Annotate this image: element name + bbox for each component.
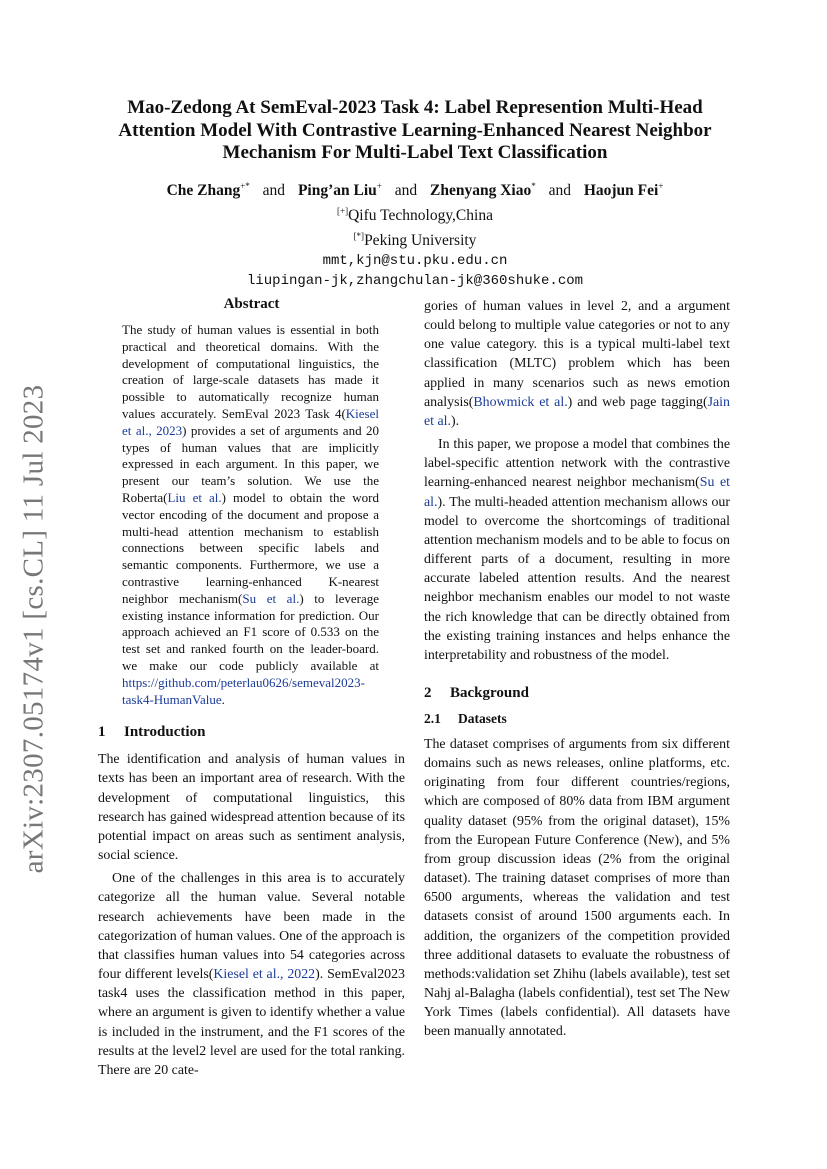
abstract-heading: Abstract: [223, 296, 280, 312]
section-heading-background: [424, 685, 730, 702]
abstract-span: The study of human values is essential in both practical and theoretical domains. With the development of computational linguistics, the creation of large-scale datasets has made it possible to automatically recognize human values accurately. SemEval 2023 Task 4(: [122, 322, 379, 421]
affiliation: [98, 226, 732, 251]
author-name: Haojun Fei: [583, 182, 659, 200]
section-number: 1: [98, 724, 106, 741]
paper-title: Mao-Zedong At SemEval-2023 Task 4: Label Represention Multi-Head Attention Model With Contrastive Learning-Enhanced Nearest Neighbor Mechanism For Multi-Label Text Classification: [118, 97, 712, 163]
author-email: mmt,kjn@stu.pku.edu.cn: [322, 253, 508, 270]
citation-link[interactable]: Liu et al.: [167, 489, 222, 505]
author-name: Ping’an Liu: [297, 182, 377, 200]
author-mark: +: [658, 181, 664, 191]
body-paragraph: [98, 869, 405, 1080]
citation-link[interactable]: Jain et al.: [424, 394, 730, 429]
arxiv-sidebar: [14, 377, 54, 881]
subsection-heading-datasets: [424, 711, 730, 727]
affiliation-name: Peking University: [364, 232, 477, 250]
text-span: ). The multi-headed attention mechanism allows our model to overcome the shortcomings of traditional attention mechanism models and to be able to focus on different parts of a document, resulting in more accurate labeled attention results. And the nearest neighbor mechanism enables our model to not waste the rich knowledge that can be directly obtained from the existing training instances and helps enhance the interpretability and robustness of the model.: [424, 494, 730, 663]
text-span: gories of human values in level 2, and a argument could belong to multiple value categories or not to any one value category. this is a typical multi-label text classification (MLTC) problem which has been applied in many scenarios such as news emotion analysis(: [424, 299, 730, 410]
citation-link[interactable]: Su et al.: [424, 475, 731, 510]
section-title: Introduction: [124, 724, 206, 741]
section-number: 2: [424, 684, 432, 701]
citation-link[interactable]: Bhowmick et al.: [473, 394, 568, 410]
left-column: [98, 296, 405, 1080]
affiliation-mark: [*]: [353, 231, 365, 242]
citation-link[interactable]: Su et al.: [242, 590, 300, 606]
text-span: ). SemEval2023 task4 uses the classification method in this paper, where an argument is given to identify whether a value is included in the instrument, and the F1 scores of the results at the level2 level are used for the total ranking. There are 20 cate-: [98, 967, 405, 1078]
abstract-span: ) model to obtain the word vector encoding of the document and propose a multi-head attention mechanism to establish connections between specific labels and semantic components. Furthermore, we use a contrastive learning-enhanced K-nearest neighbor mechanism(: [122, 489, 379, 606]
author-separator: and: [548, 182, 571, 200]
abstract-span: ) provides a set of arguments and 20 types of human values that are implicitly expressed in each argument. In this paper, we present our team’s solution. We use the Roberta(: [122, 422, 380, 505]
citation-link[interactable]: Kiesel et al., 2022: [213, 967, 316, 983]
subsection-title: Datasets: [458, 710, 507, 726]
affiliation-name: Qifu Technology,China: [348, 207, 493, 225]
text-span: ).: [451, 413, 460, 429]
author-mark: +: [376, 181, 382, 191]
author-names: [98, 176, 732, 201]
author-mark: +*: [240, 181, 250, 191]
section-title: Background: [450, 684, 529, 701]
body-paragraph: The dataset comprises of arguments from six different domains such as news releases, online platforms, etc. originating from four different countries/regions, which are composed of 80% data from IBM argument quality dataset (95% from the original dataset), 15% from the European Future Conference (New), and 5% from group discussion ideas (2% from the original dataset). The training dataset comprises of more than 6500 arguments, whereas the validation and test datasets consist of around 1500 arguments each. In addition, the organizers of the competition provided three additional datasets to evaluate the robustness of methods:validation set Zhihu (labels available), test set Nahj al-Balagha (labels confidential), test set The New York Times (labels confidential). All datasets have been manually annotated.: [424, 736, 730, 1040]
section-heading-introduction: [98, 724, 405, 741]
text-span: One of the challenges in this area is to accurately categorize all the human value. Several notable research achievements have been made in the categorization of human values. One of the approach is that classifies human values into 54 categories across four different levels(: [98, 871, 405, 983]
subsection-number: 2.1: [424, 710, 441, 726]
arxiv-identifier: arXiv:2307.05174v1 [cs.CL] 11 Jul 2023: [17, 384, 50, 874]
author-separator: and: [394, 182, 418, 200]
right-column: [424, 297, 730, 1041]
text-span: In this paper, we propose a model that combines the label-specific attention network with the contrastive learning-enhanced nearest neighbor mechanism(: [424, 437, 730, 491]
body-paragraph: [424, 297, 730, 431]
affiliation-mark: [+]: [337, 206, 349, 217]
code-url-link[interactable]: https://github.com/peterlau0626/semeval2023-task4-HumanValue: [122, 674, 365, 707]
author-name: Che Zhang: [166, 182, 241, 200]
abstract-span: .: [221, 691, 225, 707]
author-separator: and: [262, 182, 286, 200]
abstract-text: [122, 322, 379, 708]
body-paragraph: [424, 435, 730, 665]
abstract-span: ) to leverage existing instance information for prediction. Our approach achieved an F1 score of 0.533 on the test set and ranked fourth on the leader-board. we make our code publicly available at: [122, 590, 380, 673]
body-paragraph: The identification and analysis of human values in texts has been an important area of research. With the development of computational linguistics, this research has gained widespread attention because of its potential impact on areas such as sentiment analysis, social science.: [98, 752, 405, 864]
author-block: [98, 176, 732, 291]
affiliation: [98, 201, 732, 226]
author-email: liupingan-jk,zhangchulan-jk@360shuke.com: [246, 273, 584, 290]
citation-link[interactable]: Kiesel et al., 2023: [122, 405, 379, 438]
text-span: ) and web page tagging(: [567, 394, 708, 410]
author-mark: *: [531, 181, 536, 191]
author-name: Zhenyang Xiao: [429, 182, 532, 200]
